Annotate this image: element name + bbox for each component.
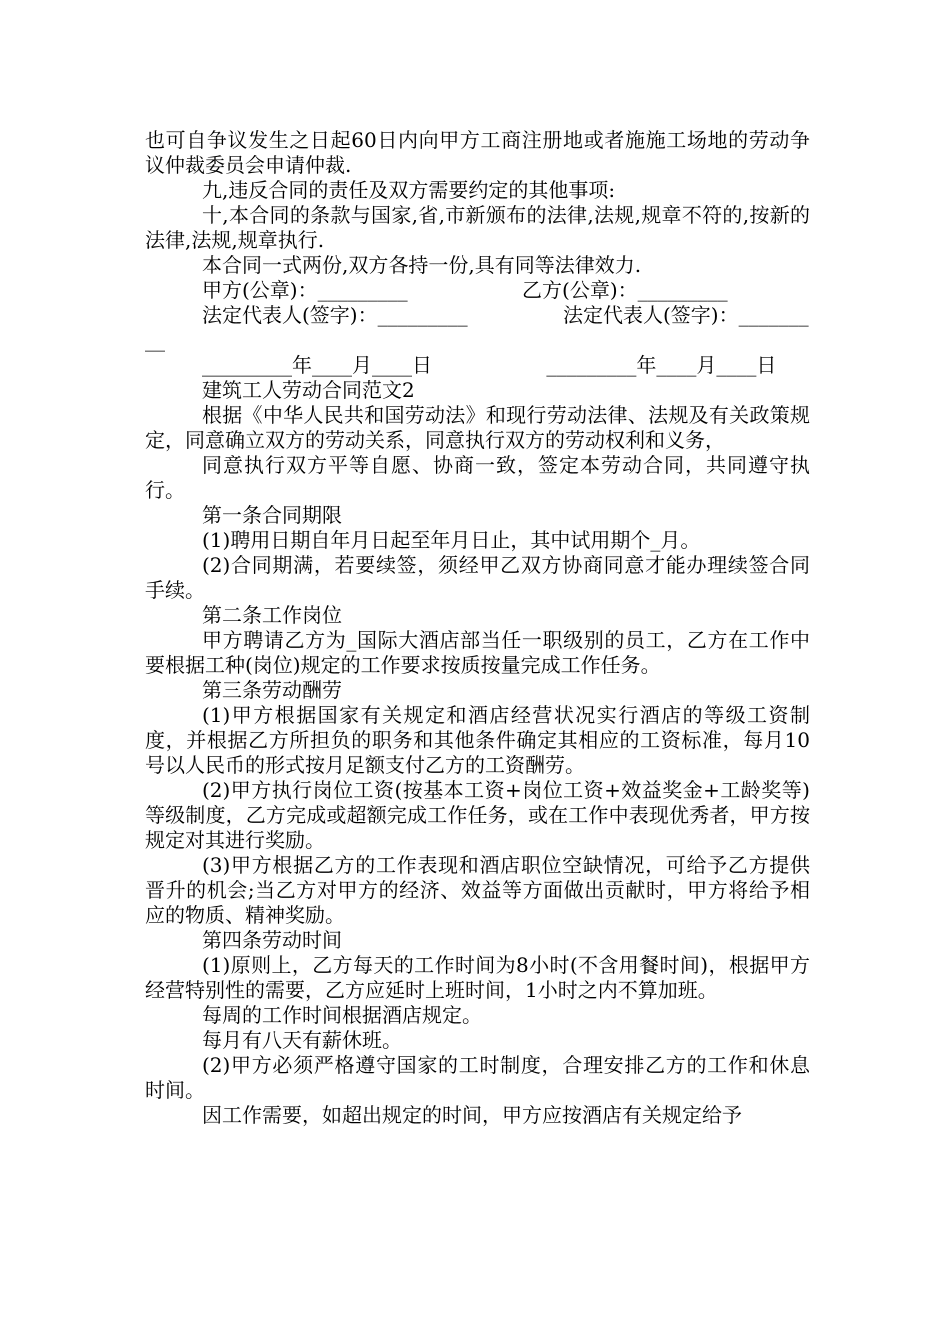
article-1-item-2: (2)合同期满，若要续签，须经甲乙双方协商同意才能办理续签合同手续。 <box>145 553 810 602</box>
article-4-item-2: (2)甲方必须严格遵守国家的工时制度，合理安排乙方的工作和休息时间。 <box>145 1053 810 1102</box>
signature-seal-line: 甲方(公章)：_________ 乙方(公章)：_________ <box>202 278 728 302</box>
article-4-weekly: 每周的工作时间根据酒店规定。 <box>202 1003 482 1027</box>
paragraph-clause-10: 十,本合同的条款与国家,省,市新颁布的法律,法规,规章不符的,按新的法律,法规,规章执行. <box>145 203 810 252</box>
article-4-monthly: 每月有八天有薪休班。 <box>202 1028 402 1052</box>
article-1-heading: 第一条合同期限 <box>202 503 342 527</box>
article-3-item-1: (1)甲方根据国家有关规定和酒店经营状况实行酒店的等级工资制度，并根据乙方所担负的职务和其他条件确定其相应的工资标准，每月10号以人民币的形式按月足额支付乙方的工资酬劳。 <box>145 703 810 777</box>
article-2-body: 甲方聘请乙方为_国际大酒店部当任一职级别的员工，乙方在工作中要根据工种(岗位)规定的工作要求按质按量完成工作任务。 <box>145 628 810 677</box>
article-3-item-2: (2)甲方执行岗位工资(按基本工资+岗位工资+效益奖金+工龄奖等)等级制度，乙方完成或超额完成工作任务，或在工作中表现优秀者，甲方按规定对其进行奖励。 <box>145 778 810 852</box>
article-3-heading: 第三条劳动酬劳 <box>202 678 342 702</box>
document-page <box>145 128 810 1128</box>
paragraph-preamble: 根据《中华人民共和国劳动法》和现行劳动法律、法规及有关政策规定，同意确立双方的劳动关系，同意执行双方的劳动权利和义务， <box>145 403 810 452</box>
paragraph-arbitration: 也可自争议发生之日起60日内向甲方工商注册地或者施施工场地的劳动争议仲裁委员会申请仲裁. <box>145 128 810 177</box>
article-3-item-3: (3)甲方根据乙方的工作表现和酒店职位空缺情况，可给予乙方提供晋升的机会;当乙方对甲方的经济、效益等方面做出贡献时，甲方将给予相应的物质、精神奖励。 <box>145 853 810 927</box>
article-4-item-1: (1)原则上，乙方每天的工作时间为8小时(不含用餐时间)，根据甲方经营特别性的需要，乙方应延时上班时间，1小时之内不算加班。 <box>145 953 810 1002</box>
paragraph-clause-9: 九,违反合同的责任及双方需要约定的其他事项: <box>202 178 616 202</box>
article-4-overtime: 因工作需要，如超出规定的时间，甲方应按酒店有关规定给予 <box>202 1103 742 1127</box>
paragraph-copies: 本合同一式两份,双方各持一份,具有同等法律效力. <box>202 253 642 277</box>
section-title: 建筑工人劳动合同范文2 <box>202 378 415 402</box>
paragraph-agreement: 同意执行双方平等自愿、协商一致，签定本劳动合同，共同遵守执行。 <box>145 453 810 502</box>
signature-date-line: _________年____月____日 _________年____月____日 <box>202 353 777 377</box>
article-2-heading: 第二条工作岗位 <box>202 603 342 627</box>
signature-representative-line: 法定代表人(签字)：_________ 法定代表人(签字)：_________ <box>145 303 809 352</box>
article-4-heading: 第四条劳动时间 <box>202 928 342 952</box>
article-1-item-1: (1)聘用日期自年月日起至年月日止，其中试用期个_月。 <box>202 528 701 552</box>
